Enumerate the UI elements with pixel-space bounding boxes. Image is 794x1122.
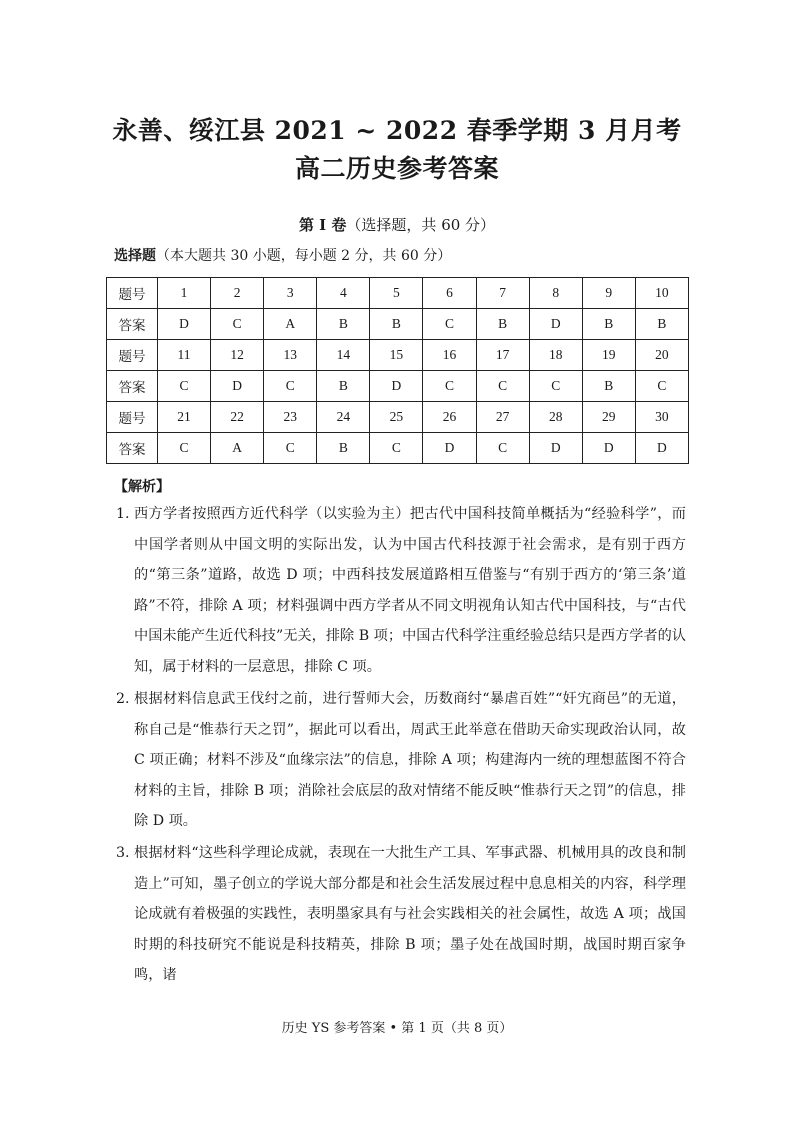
answer-cell: C — [158, 371, 211, 402]
exam-title-line2: 高二历史参考答案 — [294, 154, 499, 183]
answer-cell: C — [158, 433, 211, 464]
question-number-cell: 6 — [423, 278, 476, 309]
answer-row — [107, 371, 689, 402]
question-row — [107, 402, 689, 433]
answer-cell: C — [423, 371, 476, 402]
answer-row — [107, 309, 689, 340]
answer-cell: B — [582, 371, 635, 402]
answer-cell: D — [423, 433, 476, 464]
answer-row-label: 答案 — [107, 433, 158, 464]
answer-cell: C — [476, 433, 529, 464]
question-number-cell: 15 — [370, 340, 423, 371]
intro-label: 选择题 — [114, 248, 156, 264]
question-number-cell: 8 — [529, 278, 582, 309]
analysis-item — [116, 499, 686, 683]
analysis-item-number: 2. — [116, 691, 130, 707]
answer-cell: B — [317, 433, 370, 464]
question-row — [107, 278, 689, 309]
answer-cell: C — [264, 371, 317, 402]
question-number-cell: 1 — [158, 278, 211, 309]
question-number-cell: 3 — [264, 278, 317, 309]
question-number-cell: 16 — [423, 340, 476, 371]
answer-cell: D — [635, 433, 688, 464]
answer-row-label: 答案 — [107, 309, 158, 340]
answer-row — [107, 433, 689, 464]
question-number-cell: 17 — [476, 340, 529, 371]
question-row — [107, 340, 689, 371]
question-number-cell: 22 — [211, 402, 264, 433]
question-number-cell: 20 — [635, 340, 688, 371]
answer-cell: D — [582, 433, 635, 464]
answer-cell: C — [264, 433, 317, 464]
question-row-label: 题号 — [107, 402, 158, 433]
answer-cell: A — [211, 433, 264, 464]
analysis-item-number: 1. — [116, 506, 130, 522]
answer-cell: D — [158, 309, 211, 340]
question-number-cell: 27 — [476, 402, 529, 433]
question-number-cell: 7 — [476, 278, 529, 309]
volume-heading — [0, 214, 794, 236]
page-footer: 历史 YS 参考答案 • 第 1 页（共 8 页） — [281, 1021, 513, 1036]
question-number-cell: 13 — [264, 340, 317, 371]
answer-cell: C — [370, 433, 423, 464]
question-number-cell: 12 — [211, 340, 264, 371]
question-number-cell: 19 — [582, 340, 635, 371]
question-number-cell: 21 — [158, 402, 211, 433]
answer-cell: B — [317, 371, 370, 402]
answer-cell: C — [635, 371, 688, 402]
answer-cell: D — [370, 371, 423, 402]
question-number-cell: 26 — [423, 402, 476, 433]
question-number-cell: 30 — [635, 402, 688, 433]
question-type-intro — [114, 246, 451, 266]
question-number-cell: 25 — [370, 402, 423, 433]
question-number-cell: 2 — [211, 278, 264, 309]
analysis-item — [116, 684, 686, 837]
answer-cell: A — [264, 309, 317, 340]
question-number-cell: 18 — [529, 340, 582, 371]
answer-cell: B — [476, 309, 529, 340]
answer-cell: C — [476, 371, 529, 402]
analysis-item-text: 根据材料信息武王伐纣之前，进行誓师大会，历数商纣“暴虐百姓”“奸宄商邑”的无道，称自己是“惟恭行天之罚”，据此可以看出，周武王此举意在借助天命实现政治认同，故 C 项正确；材料不涉及“血缘宗法”的信息，排除 A 项；构建海内一统的理想蓝图不符合材料的主旨，排除 B 项；消除社会底层的敌对情绪不能反映“惟恭行天之罚”的信息，排除 D 项。 — [134, 691, 686, 830]
question-number-cell: 5 — [370, 278, 423, 309]
volume-desc: （选择题，共 60 分） — [346, 216, 496, 234]
question-row-label: 题号 — [107, 278, 158, 309]
exam-title-line1: 永善、绥江县 2021 ~ 2022 春季学期 3 月月考 — [112, 116, 682, 145]
answer-row-label: 答案 — [107, 371, 158, 402]
answer-cell: B — [635, 309, 688, 340]
answer-cell: B — [317, 309, 370, 340]
question-row-label: 题号 — [107, 340, 158, 371]
question-number-cell: 24 — [317, 402, 370, 433]
answer-cell: D — [529, 309, 582, 340]
answer-cell: C — [529, 371, 582, 402]
question-number-cell: 4 — [317, 278, 370, 309]
answer-cell: D — [211, 371, 264, 402]
question-number-cell: 14 — [317, 340, 370, 371]
question-number-cell: 28 — [529, 402, 582, 433]
analysis-item-number: 3. — [116, 845, 130, 861]
analysis-item-text: 西方学者按照西方近代科学（以实验为主）把古代中国科技简单概括为“经验科学”，而中国学者则从中国文明的实际出发，认为中国古代科技源于社会需求，是有别于西方的“第三条”道路，故选 D 项；中西科技发展道路相互借鉴与“有别于西方的‘第三条’道路”不符，排除 A 项；材料强调中西方学者从不同文明视角认知古代中国科技，与“古代中国未能产生近代科技”无关，排除 B 项；中国古代科学注重经验总结只是西方学者的认知，属于材料的一层意思，排除 C 项。 — [134, 506, 686, 675]
intro-desc: （本大题共 30 小题，每小题 2 分，共 60 分） — [156, 248, 452, 264]
answer-cell: C — [211, 309, 264, 340]
volume-label: 第 I 卷 — [298, 216, 347, 234]
analysis-item-text: 根据材料“这些科学理论成就，表现在一大批生产工具、军事武器、机械用具的改良和制造上”可知，墨子创立的学说大部分都是和社会生活发展过程中息息相关的内容，科学理论成就有着极强的实践性，表明墨家具有与社会实践相关的社会属性，故选 A 项；战国时期的科技研究不能说是科技精英，排除 B 项；墨子处在战国时期，战国时期百家争鸣，诸 — [134, 845, 686, 984]
answer-cell: B — [582, 309, 635, 340]
answer-cell: C — [423, 309, 476, 340]
question-number-cell: 23 — [264, 402, 317, 433]
answer-cell: B — [370, 309, 423, 340]
question-number-cell: 29 — [582, 402, 635, 433]
answer-cell: D — [529, 433, 582, 464]
question-number-cell: 11 — [158, 340, 211, 371]
analysis-heading: 【解析】 — [114, 479, 170, 495]
analysis-item — [116, 838, 686, 991]
question-number-cell: 10 — [635, 278, 688, 309]
answer-table — [106, 277, 689, 464]
question-number-cell: 9 — [582, 278, 635, 309]
